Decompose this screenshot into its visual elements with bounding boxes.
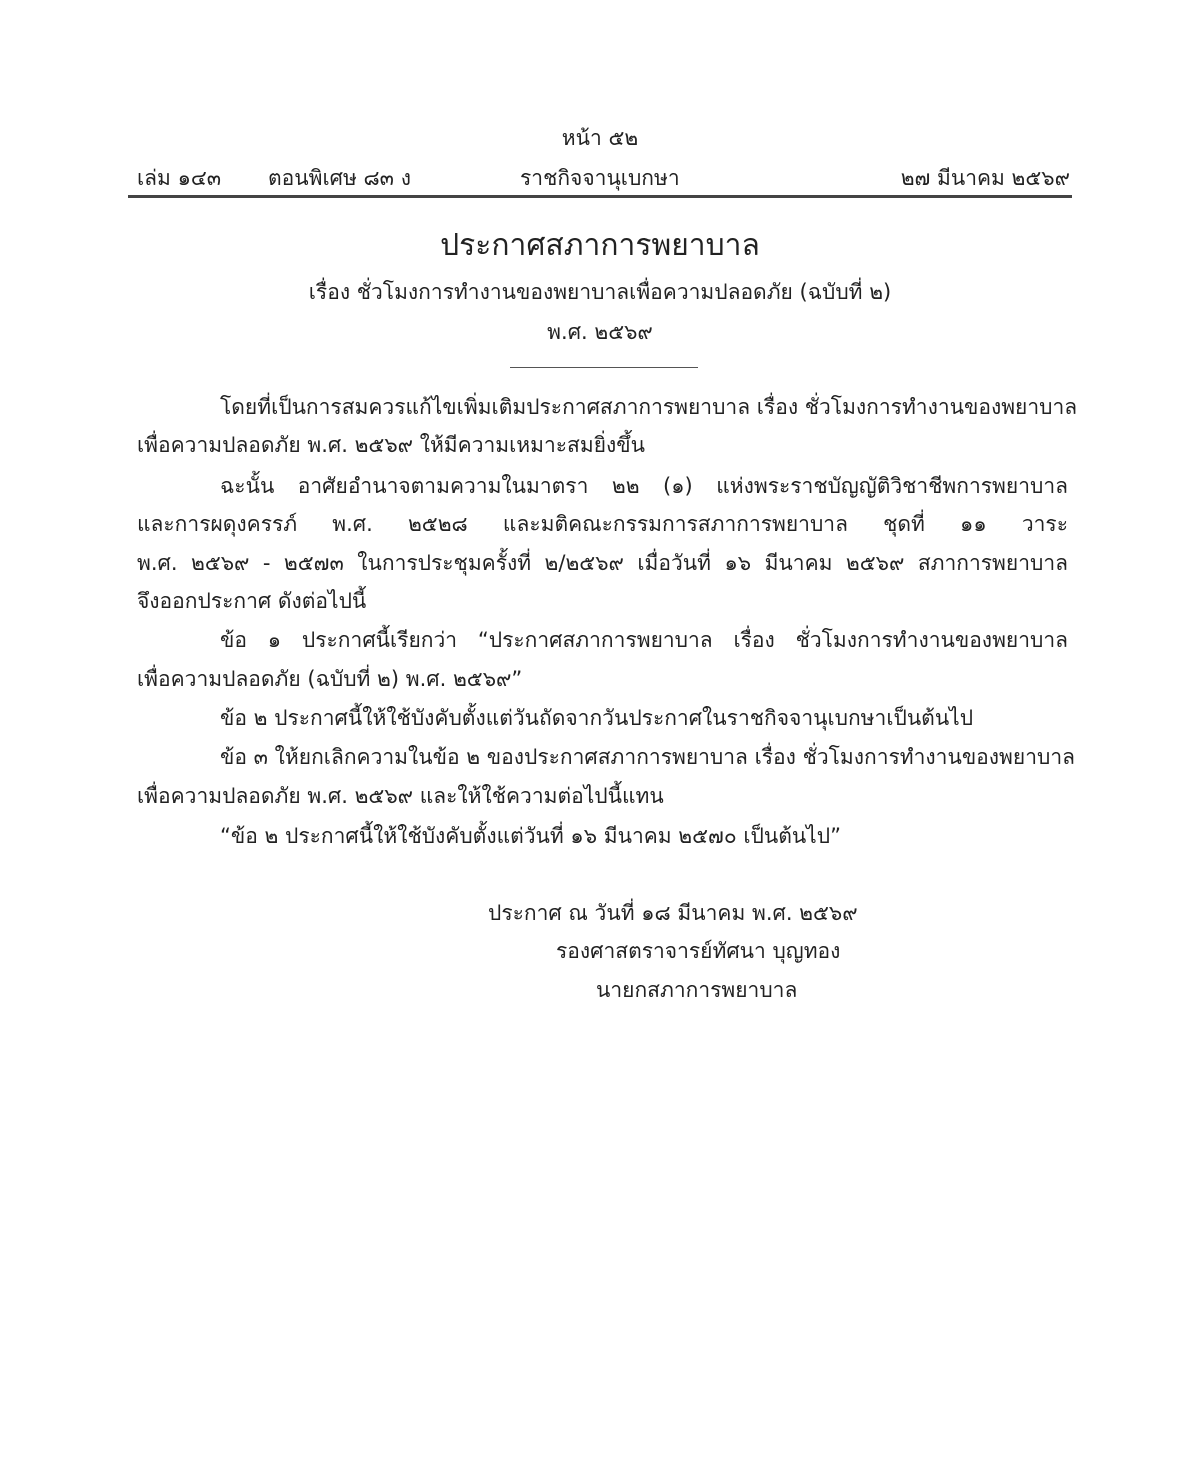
gazette-date: ๒๗ มีนาคม ๒๕๖๙ bbox=[900, 166, 1070, 190]
title-rule bbox=[510, 367, 698, 368]
body-line: ข้อ ๑ ประกาศนี้เรียกว่า “ประกาศสภาการพยาบาล เรื่อง ชั่วโมงการทำงานของพยาบาล bbox=[220, 628, 1068, 652]
body-line: ข้อ ๒ ประกาศนี้ให้ใช้บังคับตั้งแต่วันถัดจากวันประกาศในราชกิจจานุเบกษาเป็นต้นไป bbox=[220, 706, 974, 730]
body-line: พ.ศ. ๒๕๖๙ - ๒๕๗๓ ในการประชุมครั้งที่ ๒/๒๕๖๙ เมื่อวันที่ ๑๖ มีนาคม ๒๕๖๙ สภาการพยาบาล bbox=[137, 551, 1068, 575]
signatory-name: รองศาสตราจารย์ทัศนา บุญทอง bbox=[556, 939, 841, 963]
body-line: เพื่อความปลอดภัย พ.ศ. ๒๕๖๙ ให้มีความเหมาะสมยิ่งขึ้น bbox=[137, 433, 645, 457]
body-line: และการผดุงครรภ์ พ.ศ. ๒๕๒๘ และมติคณะกรรมการสภาการพยาบาล ชุดที่ ๑๑ วาระ bbox=[137, 512, 1068, 536]
document-year: พ.ศ. ๒๕๖๙ bbox=[547, 320, 653, 344]
body-line: ข้อ ๓ ให้ยกเลิกความในข้อ ๒ ของประกาศสภาการพยาบาล เรื่อง ชั่วโมงการทำงานของพยาบาล bbox=[220, 745, 1075, 769]
body-line: ฉะนั้น อาศัยอำนาจตามความในมาตรา ๒๒ (๑) แห่งพระราชบัญญัติวิชาชีพการพยาบาล bbox=[220, 474, 1068, 498]
signatory-position: นายกสภาการพยาบาล bbox=[596, 978, 798, 1002]
body-line: เพื่อความปลอดภัย พ.ศ. ๒๕๖๙ และให้ใช้ความต่อไปนี้แทน bbox=[137, 784, 664, 808]
gazette-name: ราชกิจจานุเบกษา bbox=[520, 166, 680, 190]
body-line: “ข้อ ๒ ประกาศนี้ให้ใช้บังคับตั้งแต่วันที่ ๑๖ มีนาคม ๒๕๗๐ เป็นต้นไป” bbox=[220, 824, 841, 848]
issue: ตอนพิเศษ ๘๓ ง bbox=[268, 166, 411, 190]
header-rule bbox=[128, 195, 1072, 198]
body-line: โดยที่เป็นการสมควรแก้ไขเพิ่มเติมประกาศสภาการพยาบาล เรื่อง ชั่วโมงการทำงานของพยาบาล bbox=[220, 395, 1078, 419]
document-title: ประกาศสภาการพยาบาล bbox=[440, 228, 760, 263]
volume: เล่ม ๑๔๓ bbox=[137, 166, 222, 190]
page-number: หน้า ๕๒ bbox=[561, 126, 639, 150]
body-line: จึงออกประกาศ ดังต่อไปนี้ bbox=[137, 589, 367, 613]
body-line: เพื่อความปลอดภัย (ฉบับที่ ๒) พ.ศ. ๒๕๖๙” bbox=[137, 667, 523, 691]
document-subject: เรื่อง ชั่วโมงการทำงานของพยาบาลเพื่อความปลอดภัย (ฉบับที่ ๒) bbox=[308, 280, 892, 304]
signature-date: ประกาศ ณ วันที่ ๑๘ มีนาคม พ.ศ. ๒๕๖๙ bbox=[488, 901, 858, 925]
